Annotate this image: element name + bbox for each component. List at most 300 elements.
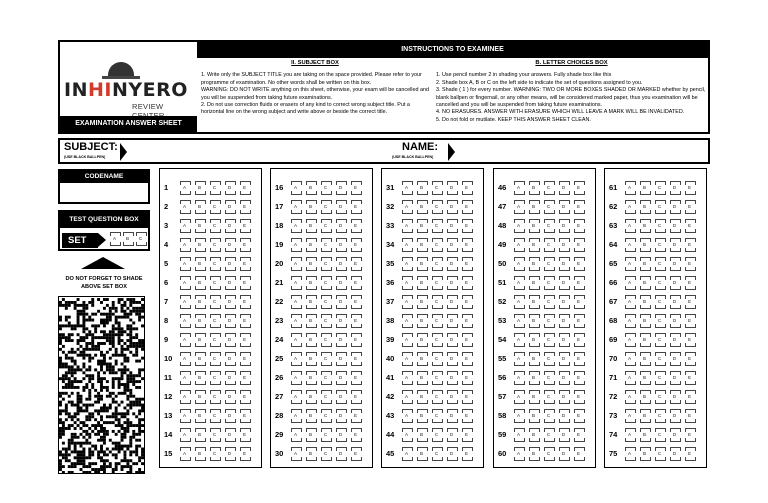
answer-bubble-b[interactable]	[417, 447, 426, 461]
answer-bubble-e[interactable]	[351, 352, 360, 366]
answer-bubble-e[interactable]	[574, 333, 583, 347]
answer-bubble-a[interactable]	[291, 257, 300, 271]
answer-bubble-c[interactable]	[544, 371, 553, 385]
answer-bubble-a[interactable]	[402, 428, 411, 442]
answer-bubble-c[interactable]	[432, 276, 441, 290]
answer-bubble-c[interactable]	[655, 409, 664, 423]
answer-bubble-c[interactable]	[655, 314, 664, 328]
answer-bubble-c[interactable]	[655, 428, 664, 442]
answer-bubble-a[interactable]	[402, 257, 411, 271]
answer-bubble-b[interactable]	[529, 257, 538, 271]
answer-bubble-e[interactable]	[351, 200, 360, 214]
answer-bubble-e[interactable]	[574, 181, 583, 195]
answer-bubble-e[interactable]	[574, 314, 583, 328]
answer-bubble-c[interactable]	[321, 390, 330, 404]
answer-bubble-c[interactable]	[544, 409, 553, 423]
answer-bubble-d[interactable]	[670, 371, 679, 385]
answer-bubble-a[interactable]	[402, 238, 411, 252]
answer-bubble-a[interactable]	[402, 333, 411, 347]
answer-bubble-c[interactable]	[655, 295, 664, 309]
answer-bubble-d[interactable]	[670, 200, 679, 214]
answer-bubble-b[interactable]	[417, 257, 426, 271]
answer-bubble-b[interactable]	[195, 257, 204, 271]
answer-bubble-a[interactable]	[180, 314, 189, 328]
answer-bubble-b[interactable]	[195, 409, 204, 423]
answer-bubble-e[interactable]	[685, 276, 694, 290]
answer-bubble-a[interactable]	[402, 276, 411, 290]
answer-bubble-c[interactable]	[544, 295, 553, 309]
answer-bubble-a[interactable]	[514, 314, 523, 328]
answer-bubble-d[interactable]	[336, 409, 345, 423]
answer-bubble-e[interactable]	[685, 428, 694, 442]
answer-bubble-c[interactable]	[210, 371, 219, 385]
answer-bubble-d[interactable]	[225, 371, 234, 385]
answer-bubble-b[interactable]	[195, 276, 204, 290]
answer-bubble-e[interactable]	[574, 276, 583, 290]
answer-bubble-d[interactable]	[559, 371, 568, 385]
answer-bubble-d[interactable]	[447, 390, 456, 404]
answer-bubble-a[interactable]	[402, 200, 411, 214]
answer-bubble-d[interactable]	[225, 409, 234, 423]
answer-bubble-a[interactable]	[291, 333, 300, 347]
answer-bubble-a[interactable]	[625, 333, 634, 347]
answer-bubble-b[interactable]	[306, 352, 315, 366]
answer-bubble-e[interactable]	[240, 409, 249, 423]
answer-bubble-a[interactable]	[291, 295, 300, 309]
answer-bubble-b[interactable]	[640, 181, 649, 195]
answer-bubble-c[interactable]	[655, 371, 664, 385]
answer-bubble-c[interactable]	[432, 257, 441, 271]
answer-bubble-d[interactable]	[670, 219, 679, 233]
answer-bubble-d[interactable]	[336, 352, 345, 366]
answer-bubble-e[interactable]	[685, 390, 694, 404]
answer-bubble-b[interactable]	[529, 219, 538, 233]
answer-bubble-a[interactable]	[402, 314, 411, 328]
answer-bubble-a[interactable]	[291, 181, 300, 195]
answer-bubble-c[interactable]	[210, 409, 219, 423]
answer-bubble-b[interactable]	[306, 371, 315, 385]
answer-bubble-b[interactable]	[306, 257, 315, 271]
answer-bubble-d[interactable]	[559, 181, 568, 195]
answer-bubble-d[interactable]	[225, 314, 234, 328]
answer-bubble-e[interactable]	[685, 238, 694, 252]
answer-bubble-a[interactable]	[514, 238, 523, 252]
answer-bubble-e[interactable]	[240, 333, 249, 347]
answer-bubble-c[interactable]	[210, 390, 219, 404]
answer-bubble-a[interactable]	[514, 390, 523, 404]
answer-bubble-d[interactable]	[559, 238, 568, 252]
answer-bubble-a[interactable]	[625, 314, 634, 328]
answer-bubble-b[interactable]	[195, 200, 204, 214]
answer-bubble-d[interactable]	[670, 428, 679, 442]
answer-bubble-d[interactable]	[336, 295, 345, 309]
answer-bubble-b[interactable]	[640, 409, 649, 423]
answer-bubble-d[interactable]	[559, 409, 568, 423]
answer-bubble-d[interactable]	[447, 219, 456, 233]
answer-bubble-a[interactable]	[180, 333, 189, 347]
answer-bubble-e[interactable]	[351, 390, 360, 404]
answer-bubble-b[interactable]	[306, 200, 315, 214]
answer-bubble-d[interactable]	[559, 428, 568, 442]
answer-bubble-d[interactable]	[447, 447, 456, 461]
answer-bubble-a[interactable]	[514, 428, 523, 442]
answer-bubble-c[interactable]	[544, 333, 553, 347]
answer-bubble-b[interactable]	[640, 200, 649, 214]
answer-bubble-a[interactable]	[514, 352, 523, 366]
answer-bubble-c[interactable]	[321, 352, 330, 366]
answer-bubble-b[interactable]	[195, 314, 204, 328]
answer-bubble-d[interactable]	[225, 257, 234, 271]
answer-bubble-d[interactable]	[670, 333, 679, 347]
answer-bubble-b[interactable]	[417, 276, 426, 290]
answer-bubble-c[interactable]	[210, 219, 219, 233]
answer-bubble-e[interactable]	[240, 428, 249, 442]
answer-bubble-d[interactable]	[559, 390, 568, 404]
answer-bubble-b[interactable]	[306, 181, 315, 195]
answer-bubble-e[interactable]	[351, 314, 360, 328]
answer-bubble-b[interactable]	[417, 295, 426, 309]
answer-bubble-b[interactable]	[417, 352, 426, 366]
answer-bubble-e[interactable]	[351, 371, 360, 385]
answer-bubble-b[interactable]	[195, 238, 204, 252]
set-option-a[interactable]	[110, 232, 119, 246]
answer-bubble-c[interactable]	[544, 314, 553, 328]
answer-bubble-c[interactable]	[544, 447, 553, 461]
answer-bubble-e[interactable]	[240, 447, 249, 461]
answer-bubble-a[interactable]	[514, 257, 523, 271]
answer-bubble-a[interactable]	[625, 390, 634, 404]
answer-bubble-c[interactable]	[432, 219, 441, 233]
answer-bubble-e[interactable]	[462, 333, 471, 347]
answer-bubble-b[interactable]	[529, 181, 538, 195]
answer-bubble-a[interactable]	[180, 295, 189, 309]
answer-bubble-e[interactable]	[574, 390, 583, 404]
answer-bubble-e[interactable]	[462, 219, 471, 233]
answer-bubble-e[interactable]	[685, 257, 694, 271]
answer-bubble-a[interactable]	[514, 409, 523, 423]
answer-bubble-a[interactable]	[291, 428, 300, 442]
answer-bubble-b[interactable]	[195, 371, 204, 385]
answer-bubble-d[interactable]	[336, 219, 345, 233]
answer-bubble-d[interactable]	[670, 352, 679, 366]
answer-bubble-a[interactable]	[514, 181, 523, 195]
answer-bubble-a[interactable]	[402, 181, 411, 195]
answer-bubble-c[interactable]	[210, 428, 219, 442]
answer-bubble-d[interactable]	[447, 314, 456, 328]
answer-bubble-b[interactable]	[417, 238, 426, 252]
answer-bubble-e[interactable]	[462, 181, 471, 195]
answer-bubble-d[interactable]	[670, 238, 679, 252]
answer-bubble-b[interactable]	[306, 333, 315, 347]
answer-bubble-b[interactable]	[640, 295, 649, 309]
answer-bubble-c[interactable]	[544, 276, 553, 290]
answer-bubble-e[interactable]	[685, 295, 694, 309]
answer-bubble-e[interactable]	[685, 447, 694, 461]
answer-bubble-b[interactable]	[640, 390, 649, 404]
answer-bubble-a[interactable]	[180, 428, 189, 442]
answer-bubble-a[interactable]	[291, 371, 300, 385]
answer-bubble-b[interactable]	[306, 314, 315, 328]
answer-bubble-d[interactable]	[225, 333, 234, 347]
answer-bubble-d[interactable]	[447, 409, 456, 423]
answer-bubble-e[interactable]	[574, 428, 583, 442]
answer-bubble-d[interactable]	[447, 295, 456, 309]
answer-bubble-a[interactable]	[402, 295, 411, 309]
answer-bubble-c[interactable]	[544, 352, 553, 366]
answer-bubble-e[interactable]	[240, 276, 249, 290]
answer-bubble-d[interactable]	[225, 295, 234, 309]
answer-bubble-d[interactable]	[559, 200, 568, 214]
answer-bubble-a[interactable]	[625, 181, 634, 195]
answer-bubble-d[interactable]	[336, 200, 345, 214]
answer-bubble-e[interactable]	[685, 181, 694, 195]
answer-bubble-b[interactable]	[195, 352, 204, 366]
answer-bubble-b[interactable]	[195, 390, 204, 404]
answer-bubble-d[interactable]	[336, 238, 345, 252]
answer-bubble-b[interactable]	[306, 276, 315, 290]
answer-bubble-d[interactable]	[670, 390, 679, 404]
answer-bubble-c[interactable]	[432, 352, 441, 366]
answer-bubble-e[interactable]	[574, 447, 583, 461]
answer-bubble-d[interactable]	[559, 219, 568, 233]
answer-bubble-d[interactable]	[559, 333, 568, 347]
answer-bubble-e[interactable]	[685, 409, 694, 423]
answer-bubble-c[interactable]	[321, 428, 330, 442]
answer-bubble-b[interactable]	[640, 333, 649, 347]
answer-bubble-d[interactable]	[225, 428, 234, 442]
codename-field[interactable]	[60, 183, 148, 202]
answer-bubble-c[interactable]	[655, 181, 664, 195]
answer-bubble-c[interactable]	[210, 238, 219, 252]
answer-bubble-d[interactable]	[336, 447, 345, 461]
answer-bubble-c[interactable]	[321, 276, 330, 290]
answer-bubble-e[interactable]	[685, 314, 694, 328]
answer-bubble-e[interactable]	[240, 238, 249, 252]
answer-bubble-d[interactable]	[225, 238, 234, 252]
answer-bubble-a[interactable]	[291, 238, 300, 252]
answer-bubble-e[interactable]	[240, 295, 249, 309]
answer-bubble-e[interactable]	[462, 295, 471, 309]
answer-bubble-a[interactable]	[291, 447, 300, 461]
answer-bubble-c[interactable]	[210, 295, 219, 309]
answer-bubble-e[interactable]	[574, 409, 583, 423]
answer-bubble-a[interactable]	[180, 181, 189, 195]
answer-bubble-e[interactable]	[462, 238, 471, 252]
answer-bubble-e[interactable]	[462, 390, 471, 404]
answer-bubble-a[interactable]	[180, 276, 189, 290]
answer-bubble-a[interactable]	[180, 371, 189, 385]
answer-bubble-c[interactable]	[321, 238, 330, 252]
answer-bubble-c[interactable]	[321, 314, 330, 328]
answer-bubble-a[interactable]	[625, 447, 634, 461]
answer-bubble-c[interactable]	[655, 200, 664, 214]
answer-bubble-c[interactable]	[210, 314, 219, 328]
answer-bubble-b[interactable]	[195, 447, 204, 461]
answer-bubble-c[interactable]	[655, 447, 664, 461]
answer-bubble-d[interactable]	[336, 428, 345, 442]
answer-bubble-e[interactable]	[240, 257, 249, 271]
answer-bubble-a[interactable]	[402, 447, 411, 461]
set-option-b[interactable]	[123, 232, 132, 246]
answer-bubble-c[interactable]	[321, 219, 330, 233]
answer-bubble-c[interactable]	[432, 371, 441, 385]
answer-bubble-d[interactable]	[447, 257, 456, 271]
answer-bubble-a[interactable]	[291, 409, 300, 423]
answer-bubble-b[interactable]	[640, 314, 649, 328]
answer-bubble-a[interactable]	[180, 447, 189, 461]
answer-bubble-d[interactable]	[559, 314, 568, 328]
answer-bubble-b[interactable]	[529, 314, 538, 328]
answer-bubble-b[interactable]	[306, 295, 315, 309]
answer-bubble-e[interactable]	[685, 219, 694, 233]
answer-bubble-c[interactable]	[544, 219, 553, 233]
answer-bubble-c[interactable]	[432, 428, 441, 442]
answer-bubble-a[interactable]	[402, 371, 411, 385]
answer-bubble-e[interactable]	[351, 447, 360, 461]
answer-bubble-e[interactable]	[240, 371, 249, 385]
answer-bubble-b[interactable]	[640, 447, 649, 461]
answer-bubble-a[interactable]	[291, 390, 300, 404]
answer-bubble-c[interactable]	[544, 257, 553, 271]
answer-bubble-b[interactable]	[306, 238, 315, 252]
answer-bubble-a[interactable]	[402, 219, 411, 233]
answer-bubble-c[interactable]	[544, 238, 553, 252]
answer-bubble-d[interactable]	[559, 257, 568, 271]
answer-bubble-b[interactable]	[417, 314, 426, 328]
answer-bubble-d[interactable]	[225, 200, 234, 214]
answer-bubble-d[interactable]	[670, 181, 679, 195]
answer-bubble-b[interactable]	[640, 238, 649, 252]
answer-bubble-e[interactable]	[462, 276, 471, 290]
answer-bubble-e[interactable]	[240, 181, 249, 195]
answer-bubble-e[interactable]	[240, 352, 249, 366]
answer-bubble-d[interactable]	[447, 181, 456, 195]
answer-bubble-a[interactable]	[625, 409, 634, 423]
answer-bubble-d[interactable]	[336, 276, 345, 290]
answer-bubble-c[interactable]	[544, 200, 553, 214]
answer-bubble-a[interactable]	[514, 447, 523, 461]
answer-bubble-c[interactable]	[210, 200, 219, 214]
answer-bubble-d[interactable]	[447, 276, 456, 290]
answer-bubble-d[interactable]	[447, 428, 456, 442]
answer-bubble-d[interactable]	[670, 257, 679, 271]
answer-bubble-b[interactable]	[529, 428, 538, 442]
answer-bubble-d[interactable]	[447, 352, 456, 366]
answer-bubble-b[interactable]	[417, 371, 426, 385]
answer-bubble-a[interactable]	[625, 352, 634, 366]
answer-bubble-a[interactable]	[291, 276, 300, 290]
answer-bubble-d[interactable]	[336, 390, 345, 404]
answer-bubble-a[interactable]	[402, 352, 411, 366]
answer-bubble-d[interactable]	[336, 181, 345, 195]
answer-bubble-c[interactable]	[655, 219, 664, 233]
answer-bubble-a[interactable]	[514, 200, 523, 214]
answer-bubble-a[interactable]	[402, 390, 411, 404]
answer-bubble-e[interactable]	[574, 295, 583, 309]
answer-bubble-d[interactable]	[336, 314, 345, 328]
answer-bubble-e[interactable]	[685, 352, 694, 366]
answer-bubble-c[interactable]	[432, 181, 441, 195]
answer-bubble-b[interactable]	[529, 352, 538, 366]
answer-bubble-e[interactable]	[351, 219, 360, 233]
answer-bubble-a[interactable]	[291, 314, 300, 328]
answer-bubble-d[interactable]	[447, 333, 456, 347]
answer-bubble-b[interactable]	[306, 219, 315, 233]
answer-bubble-d[interactable]	[559, 295, 568, 309]
answer-bubble-e[interactable]	[462, 371, 471, 385]
answer-bubble-c[interactable]	[432, 409, 441, 423]
answer-bubble-e[interactable]	[351, 257, 360, 271]
answer-bubble-e[interactable]	[351, 181, 360, 195]
answer-bubble-e[interactable]	[240, 219, 249, 233]
answer-bubble-a[interactable]	[514, 276, 523, 290]
answer-bubble-c[interactable]	[655, 333, 664, 347]
answer-bubble-c[interactable]	[655, 352, 664, 366]
answer-bubble-b[interactable]	[529, 200, 538, 214]
answer-bubble-d[interactable]	[670, 276, 679, 290]
set-option-c[interactable]	[136, 232, 145, 246]
answer-bubble-e[interactable]	[462, 314, 471, 328]
answer-bubble-b[interactable]	[640, 257, 649, 271]
answer-bubble-e[interactable]	[574, 257, 583, 271]
answer-bubble-a[interactable]	[180, 257, 189, 271]
answer-bubble-d[interactable]	[670, 295, 679, 309]
answer-bubble-e[interactable]	[351, 295, 360, 309]
answer-bubble-c[interactable]	[210, 447, 219, 461]
answer-bubble-b[interactable]	[195, 428, 204, 442]
answer-bubble-c[interactable]	[655, 257, 664, 271]
answer-bubble-a[interactable]	[625, 276, 634, 290]
answer-bubble-d[interactable]	[559, 447, 568, 461]
answer-bubble-b[interactable]	[529, 276, 538, 290]
answer-bubble-b[interactable]	[195, 295, 204, 309]
answer-bubble-b[interactable]	[529, 447, 538, 461]
answer-bubble-e[interactable]	[685, 371, 694, 385]
answer-bubble-a[interactable]	[180, 409, 189, 423]
answer-bubble-a[interactable]	[402, 409, 411, 423]
answer-bubble-a[interactable]	[180, 238, 189, 252]
answer-bubble-b[interactable]	[529, 390, 538, 404]
answer-bubble-e[interactable]	[462, 257, 471, 271]
answer-bubble-b[interactable]	[417, 200, 426, 214]
answer-bubble-e[interactable]	[685, 200, 694, 214]
answer-bubble-b[interactable]	[529, 333, 538, 347]
answer-bubble-b[interactable]	[306, 447, 315, 461]
answer-bubble-a[interactable]	[625, 238, 634, 252]
answer-bubble-c[interactable]	[210, 352, 219, 366]
answer-bubble-c[interactable]	[432, 333, 441, 347]
answer-bubble-d[interactable]	[447, 238, 456, 252]
answer-bubble-c[interactable]	[210, 333, 219, 347]
answer-bubble-e[interactable]	[574, 219, 583, 233]
answer-bubble-e[interactable]	[462, 200, 471, 214]
answer-bubble-e[interactable]	[574, 238, 583, 252]
answer-bubble-c[interactable]	[432, 390, 441, 404]
answer-bubble-c[interactable]	[432, 447, 441, 461]
answer-bubble-d[interactable]	[559, 276, 568, 290]
answer-bubble-d[interactable]	[670, 447, 679, 461]
answer-bubble-b[interactable]	[640, 371, 649, 385]
answer-bubble-c[interactable]	[321, 447, 330, 461]
answer-bubble-b[interactable]	[417, 409, 426, 423]
answer-bubble-c[interactable]	[321, 333, 330, 347]
answer-bubble-a[interactable]	[625, 295, 634, 309]
answer-bubble-a[interactable]	[625, 428, 634, 442]
answer-bubble-b[interactable]	[306, 428, 315, 442]
answer-bubble-a[interactable]	[180, 200, 189, 214]
answer-bubble-d[interactable]	[670, 409, 679, 423]
answer-bubble-d[interactable]	[225, 447, 234, 461]
